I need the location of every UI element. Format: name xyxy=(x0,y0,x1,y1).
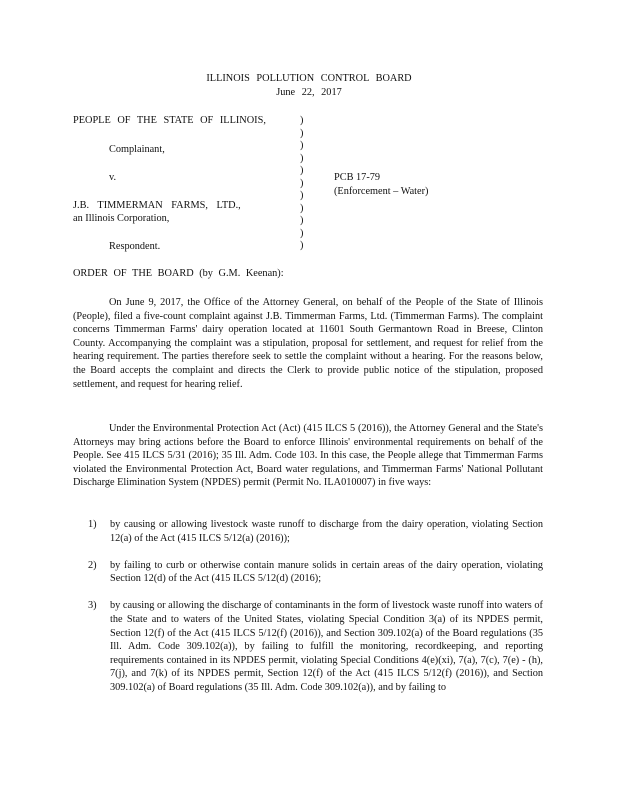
paragraph-intro xyxy=(73,296,543,391)
bracket-mark: ) xyxy=(300,215,304,226)
list-item xyxy=(88,599,543,694)
bracket-mark: ) xyxy=(300,140,304,151)
list-item-number: 3) xyxy=(88,600,97,612)
bracket-mark: ) xyxy=(300,177,304,189)
list-item-text: by causing or allowing the discharge of contaminants in the form of livestock waste runoff into waters of the State and to waters of the United States, violating Special Condition 3(a) of its NPDES permit, Section 12(f) of the Act (415 ILCS 5/12(f) (2016)), and Section 309.102(a) of the Board regulations (35 Ill. Adm. Code 309.102(a)), by failing to fulfill the monitoring, recordkeeping, and reporting requirements contained in its NPDES permit, violating Special Conditions 4(e)(xi), 7(a), 7(c), 7(e) - (h), 7(j), and 7(k) of its NPDES permit, Section 12(f) of the Act (415 ILCS 5/12(f) (2016)), and Section 309.102(a) of Board regulations (35 Ill. Adm. Code 309.102(a)), and by failing to xyxy=(110,600,543,693)
bracket-mark: ) xyxy=(300,190,304,201)
bracket-mark: ) xyxy=(300,115,304,126)
plaintiff-role: Complainant, xyxy=(109,144,165,155)
paragraph-text: On June 9, 2017, the Office of the Attorney General, on behalf of the People of the State of Illinois (People), filed a five-count complaint against J.B. Timmerman Farms, Ltd. (Timmerman Farms). The complaint concerns Timmerman Farms' dairy operation located at 11601 South Germantown Road in Breese, Clinton County. Accompanying the complaint was a stipulation, proposal for settlement, and request for relief from the hearing requirement. The parties therefore seek to settle the complaint without a hearing. For the reasons below, the Board accepts the complaint and directs the Clerk to provide public notice of the stipulation, proposed settlement, and request for hearing relief. xyxy=(73,297,543,390)
order-heading: ORDER OF THE BOARD (by G.M. Keenan): xyxy=(73,268,284,279)
paragraph-text: Under the Environmental Protection Act (Act) (415 ILCS 5 (2016)), the Attorney General and the State's Attorneys may bring actions before the Board to enforce Illinois' environmental requirements on behalf of the People. See 415 ILCS 5/31 (2016); 35 Ill. Adm. Code 103. In this case, the People allege that Timmerman Farms violated the Environmental Protection Act, Board water regulations, and Timmerman Farms' National Pollutant Discharge Elimination System (NPDES) permit (Permit No. ILA010007) in five ways: xyxy=(73,423,543,489)
caption-bracket xyxy=(300,114,310,252)
bracket-mark: ) xyxy=(300,152,304,164)
bracket-mark: ) xyxy=(300,227,304,239)
list-item xyxy=(88,559,543,586)
list-item-number: 2) xyxy=(88,559,97,571)
board-title: ILLINOIS POLLUTION CONTROL BOARD xyxy=(206,73,412,84)
list-item-text: by causing or allowing livestock waste runoff to discharge from the dairy operation, violating Section 12(a) of the Act (415 ILCS 5/12(a) (2016)); xyxy=(110,519,543,544)
case-number: PCB 17-79 xyxy=(334,172,381,183)
bracket-mark: ) xyxy=(300,240,304,251)
plaintiff-name: PEOPLE OF THE STATE OF ILLINOIS, xyxy=(73,115,266,126)
defendant-description: an Illinois Corporation, xyxy=(73,213,170,224)
bracket-mark: ) xyxy=(300,165,304,176)
case-type: (Enforcement – Water) xyxy=(334,186,429,197)
list-item-number: 1) xyxy=(88,519,97,530)
bracket-mark: ) xyxy=(300,202,304,214)
paragraph-allegations xyxy=(73,422,543,490)
bracket-mark: ) xyxy=(300,127,304,139)
list-item xyxy=(88,518,543,545)
versus-label: v. xyxy=(109,172,117,183)
defendant-name: J.B. TIMMERMAN FARMS, LTD., xyxy=(73,200,241,211)
violations-list xyxy=(88,518,543,708)
list-item-text: by failing to curb or otherwise contain manure solids in certain areas of the dairy operation, violating Section 12(d) of the Act (415 ILCS 5/12(d) (2016); xyxy=(110,559,543,585)
defendant-role: Respondent. xyxy=(109,241,161,252)
order-date: June 22, 2017 xyxy=(276,87,342,98)
